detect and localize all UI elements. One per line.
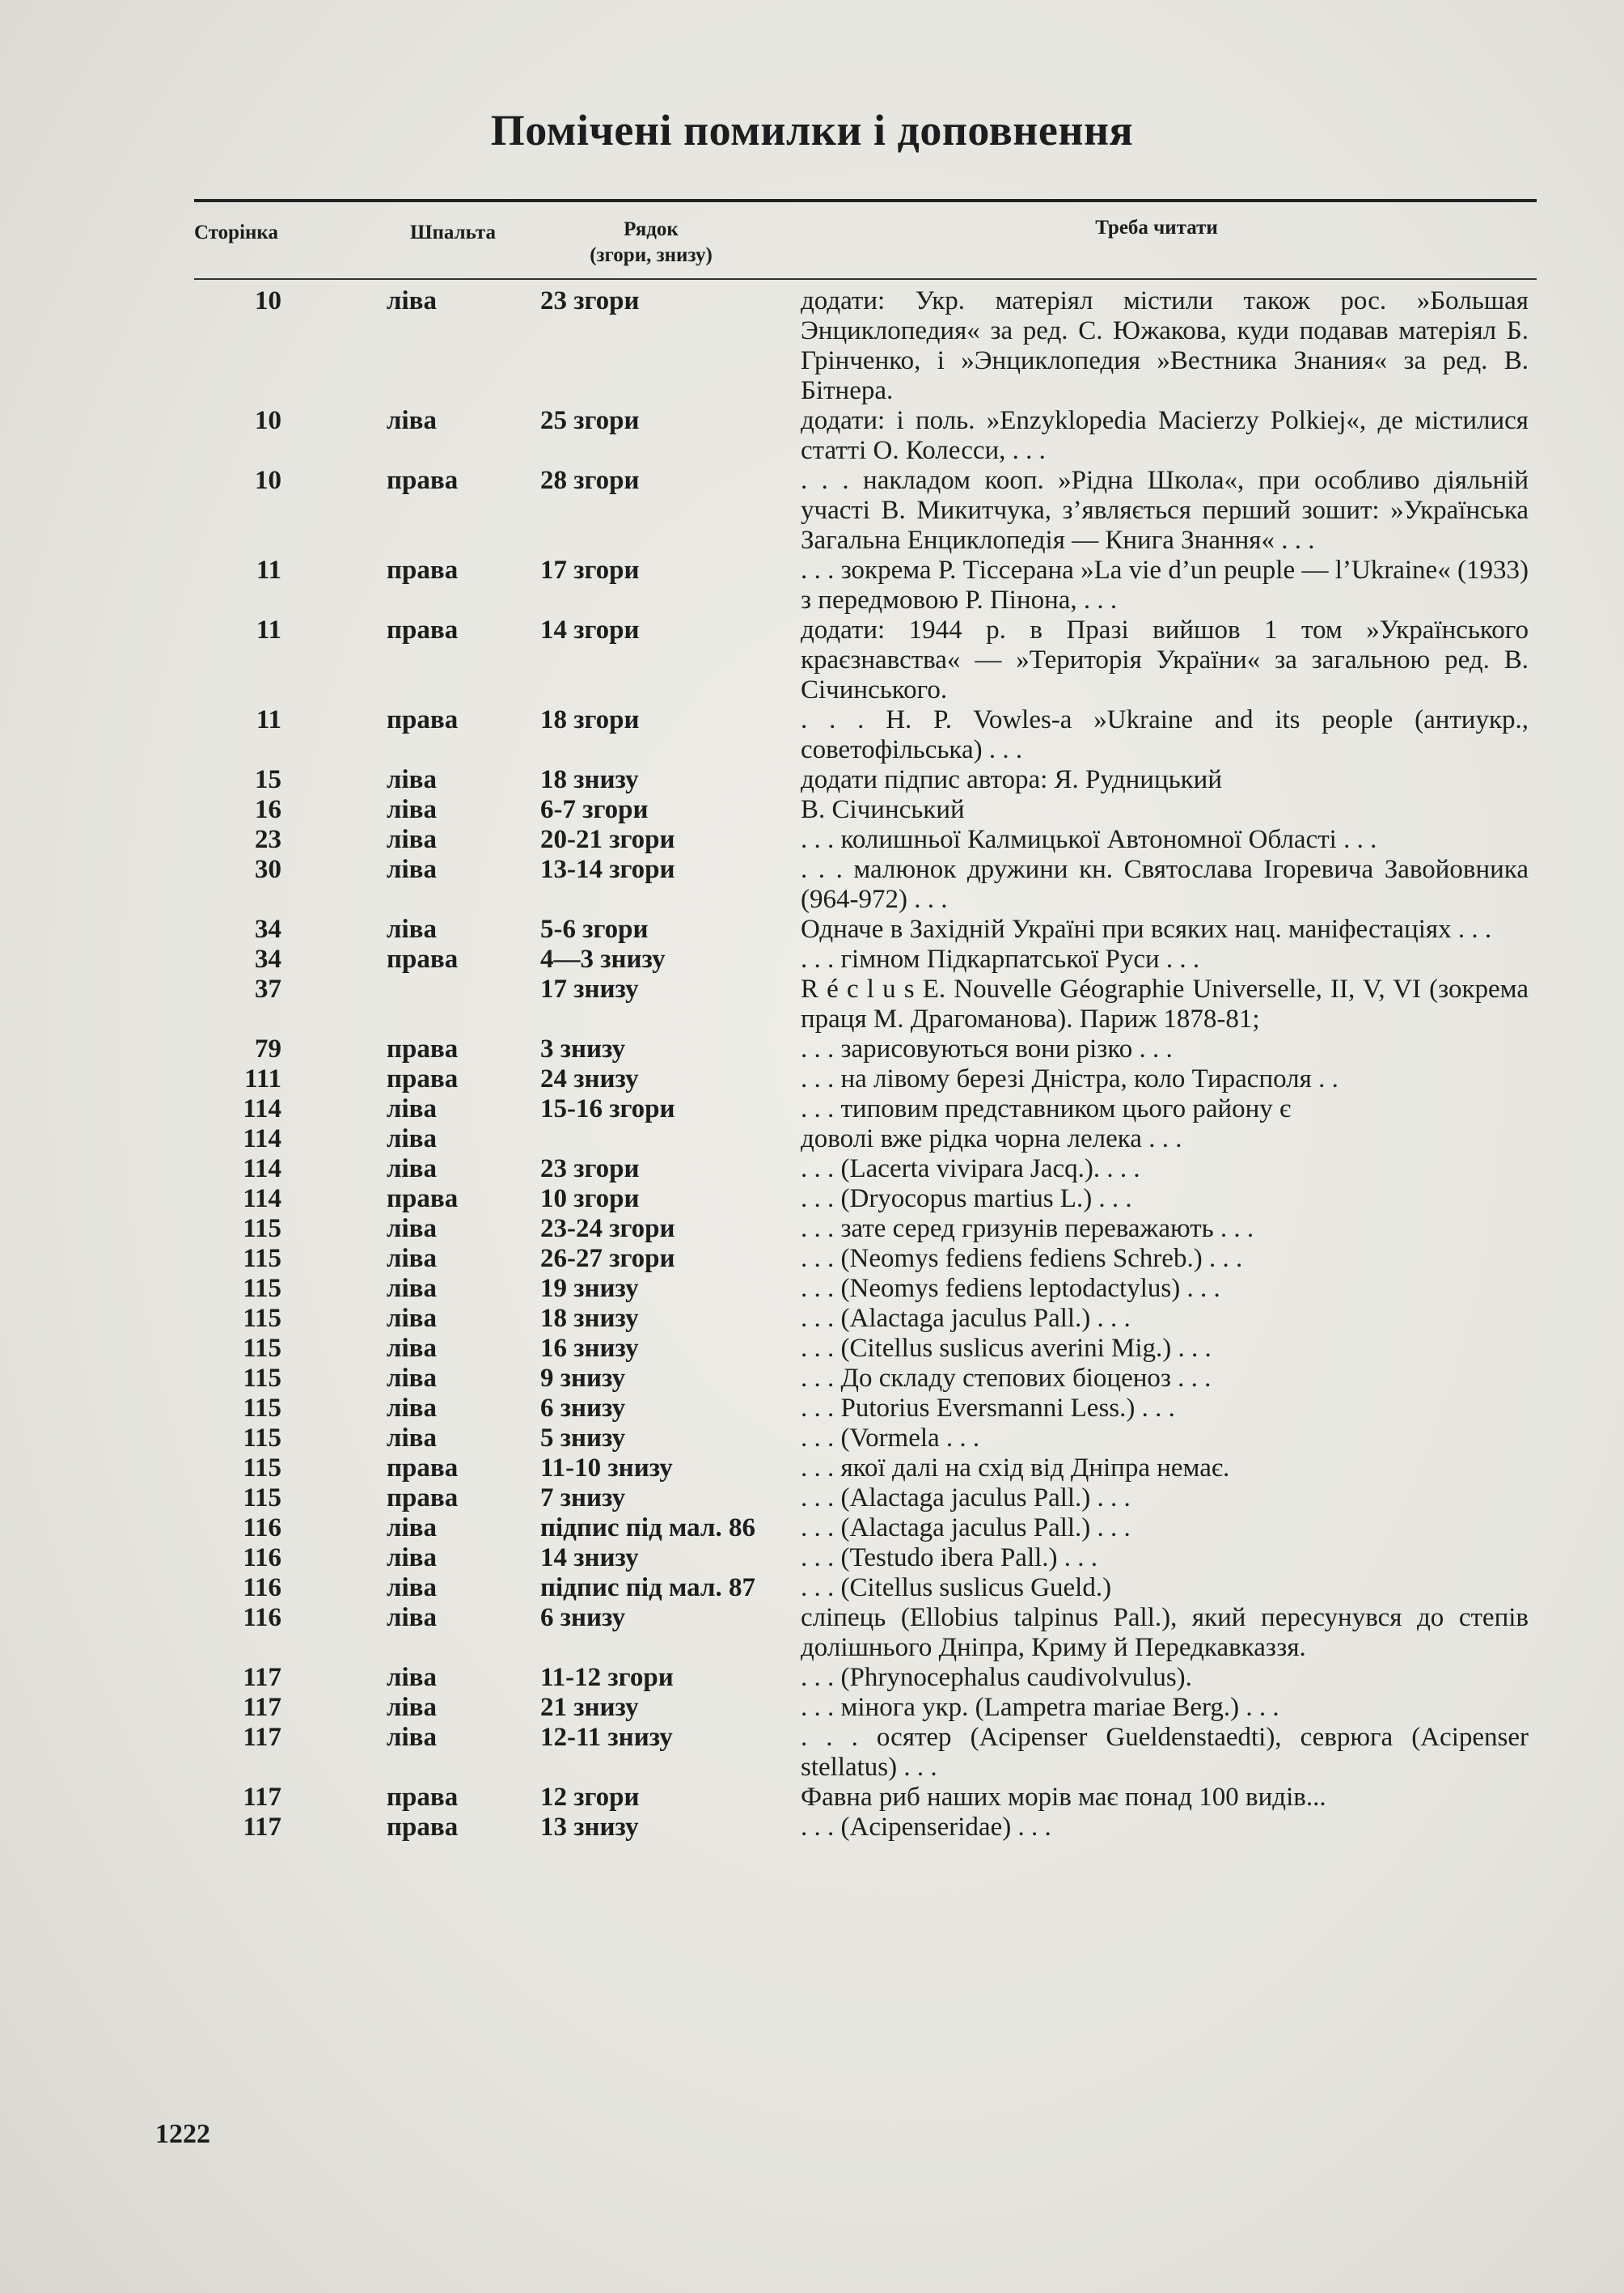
table-row xyxy=(0,915,1624,945)
row-page: 114 xyxy=(243,1124,281,1153)
row-line: 12 згори xyxy=(540,1783,640,1812)
row-text: . . . (Testudo ibera Pall.) . . . xyxy=(801,1543,1098,1572)
row-line: 23 згори xyxy=(540,1154,640,1183)
table-row xyxy=(0,825,1624,855)
row-page: 117 xyxy=(243,1813,281,1842)
row-page: 16 xyxy=(255,795,281,824)
row-page: 10 xyxy=(255,406,281,435)
row-text: додати: 1944 р. в Празі вийшов 1 том »Українського краєзнавства« — »Територія України« за загальною ред. В. Січинського. xyxy=(801,616,1529,704)
row-page: 116 xyxy=(243,1513,281,1542)
row-text: Одначе в Західній Україні при всяких нац. маніфестаціях . . . xyxy=(801,915,1492,944)
row-text: . . . (Vormela . . . xyxy=(801,1424,980,1453)
row-line: 17 знизу xyxy=(540,975,639,1004)
row-text: . . . гімном Підкарпатської Руси . . . xyxy=(801,945,1200,974)
table-row xyxy=(0,1573,1624,1603)
row-page: 34 xyxy=(255,945,281,974)
row-text: додати: Укр. матеріял містили також рос. »Большая Энциклопедия« за ред. С. Южакова, куди подавав матеріял Б. Грінченко, і »Энциклопедия »Вестника Знания« за ред. В. Бітнера. xyxy=(801,286,1529,405)
table-row xyxy=(0,1124,1624,1154)
row-column: ліва xyxy=(387,1274,438,1303)
table-row xyxy=(0,1453,1624,1483)
row-page: 115 xyxy=(243,1483,281,1512)
table-row xyxy=(0,1064,1624,1094)
header-column: Шпальта xyxy=(410,222,496,243)
table-row xyxy=(0,1334,1624,1364)
table-row xyxy=(0,286,1624,406)
row-line: 13-14 згори xyxy=(540,855,675,884)
row-column: ліва xyxy=(387,855,438,884)
row-line: 16 знизу xyxy=(540,1334,639,1363)
table-row xyxy=(0,1693,1624,1723)
row-text: В. Січинський xyxy=(801,795,965,824)
row-line: 23 згори xyxy=(540,286,640,315)
row-line: 6-7 згори xyxy=(540,795,649,824)
row-column: ліва xyxy=(387,1424,438,1453)
row-text: . . . на лівому березі Дністра, коло Тирасполя . . xyxy=(801,1064,1339,1094)
row-page: 10 xyxy=(255,466,281,495)
row-text: . . . малюнок дружини кн. Святослава Ігоревича Завойовника (964-972) . . . xyxy=(801,855,1529,914)
table-row xyxy=(0,1184,1624,1214)
row-text: . . . (Dryocopus martius L.) . . . xyxy=(801,1184,1132,1213)
row-text: . . . (Lacerta vivipara Jacq.). . . . xyxy=(801,1154,1140,1183)
table-row xyxy=(0,945,1624,975)
row-text: . . . накладом кооп. »Рідна Школа«, при особливо діяльній участі В. Микитчука, з’являється перший зошит: »Українська Загальна Енциклопедія — Книга Знання« . . . xyxy=(801,466,1529,555)
row-line: 21 знизу xyxy=(540,1693,639,1722)
table-row xyxy=(0,1154,1624,1184)
row-line: 9 знизу xyxy=(540,1364,626,1393)
row-column: ліва xyxy=(387,915,438,944)
row-page: 115 xyxy=(243,1214,281,1243)
row-page: 116 xyxy=(243,1543,281,1572)
row-page: 117 xyxy=(243,1663,281,1692)
row-page: 115 xyxy=(243,1244,281,1273)
row-text: . . . (Phrynocephalus caudivolvulus). xyxy=(801,1663,1192,1692)
page-number: 1222 xyxy=(155,2119,210,2149)
row-line: 3 знизу xyxy=(540,1034,626,1064)
row-page: 115 xyxy=(243,1364,281,1393)
row-line: 28 згори xyxy=(540,466,640,495)
row-text: . . . (Citellus suslicus Gueld.) xyxy=(801,1573,1112,1602)
row-line: 25 згори xyxy=(540,406,640,435)
row-page: 117 xyxy=(243,1723,281,1752)
row-page: 116 xyxy=(243,1573,281,1602)
row-page: 117 xyxy=(243,1693,281,1722)
row-text: . . . колишньої Калмицької Автономної Області . . . xyxy=(801,825,1377,854)
row-line: 26-27 згори xyxy=(540,1244,675,1273)
row-column: ліва xyxy=(387,795,438,824)
row-column: ліва xyxy=(387,1513,438,1542)
row-line: 20-21 згори xyxy=(540,825,675,854)
row-page: 115 xyxy=(243,1394,281,1423)
row-line: 11-10 знизу xyxy=(540,1453,673,1483)
row-column: права xyxy=(387,1813,459,1842)
header-line xyxy=(542,217,760,269)
row-column: ліва xyxy=(387,825,438,854)
row-text: . . . зарисовуються вони різко . . . xyxy=(801,1034,1173,1064)
row-text: додати: і поль. »Enzyklopedia Macierzy Polkiej«, де містилися статті О. Колесси, . . . xyxy=(801,406,1529,465)
table-row xyxy=(0,1274,1624,1304)
row-page: 114 xyxy=(243,1094,281,1123)
row-text: . . . зате серед гризунів переважають . . . xyxy=(801,1214,1254,1243)
row-column: ліва xyxy=(387,1304,438,1333)
row-page: 115 xyxy=(243,1424,281,1453)
row-text: Фавна риб наших морів має понад 100 видів... xyxy=(801,1783,1326,1812)
row-text: . . . якої далі на схід від Дніпра немає. xyxy=(801,1453,1230,1483)
header-line-sub: (згори, знизу) xyxy=(590,244,713,266)
table-row xyxy=(0,705,1624,765)
row-line: 14 згори xyxy=(540,616,640,645)
row-page: 114 xyxy=(243,1184,281,1213)
row-line: 5 знизу xyxy=(540,1424,626,1453)
row-line: підпис під мал. 87 xyxy=(540,1573,755,1602)
row-line: 18 знизу xyxy=(540,765,639,794)
row-page: 10 xyxy=(255,286,281,315)
row-page: 37 xyxy=(255,975,281,1004)
row-line: 13 знизу xyxy=(540,1813,639,1842)
row-column: права xyxy=(387,705,459,734)
row-line: 4—3 знизу xyxy=(540,945,666,974)
row-column: ліва xyxy=(387,1693,438,1722)
table-row xyxy=(0,556,1624,616)
row-page: 34 xyxy=(255,915,281,944)
row-line: 11-12 згори xyxy=(540,1663,674,1692)
row-text: . . . (Neomys fediens fediens Schreb.) . . . xyxy=(801,1244,1243,1273)
table-row xyxy=(0,1394,1624,1424)
row-column: ліва xyxy=(387,1364,438,1393)
row-line: 6 знизу xyxy=(540,1603,626,1632)
table-row xyxy=(0,1364,1624,1394)
table-row xyxy=(0,1094,1624,1124)
row-column: ліва xyxy=(387,1244,438,1273)
row-column: ліва xyxy=(387,1124,438,1153)
row-page: 115 xyxy=(243,1453,281,1483)
table-row xyxy=(0,855,1624,915)
table-row xyxy=(0,975,1624,1034)
row-text: . . . (Neomys fediens leptodactylus) . . . xyxy=(801,1274,1220,1303)
row-text: додати підпис автора: Я. Рудницький xyxy=(801,765,1223,794)
row-column: права xyxy=(387,945,459,974)
row-text: сліпець (Ellobius talpinus Pall.), який пересунувся до степів долішнього Дніпра, Криму й Передкавказзя. xyxy=(801,1603,1529,1662)
table-row xyxy=(0,616,1624,705)
row-column: ліва xyxy=(387,1334,438,1363)
row-page: 117 xyxy=(243,1783,281,1812)
row-line: 18 згори xyxy=(540,705,640,734)
row-line: 19 знизу xyxy=(540,1274,639,1303)
row-line: 14 знизу xyxy=(540,1543,639,1572)
page-title: Помічені помилки і доповнення xyxy=(490,106,1134,154)
row-text: . . . типовим представником цього району є xyxy=(801,1094,1292,1123)
table-row xyxy=(0,406,1624,466)
row-column: права xyxy=(387,1184,459,1213)
table-row xyxy=(0,1783,1624,1813)
row-page: 111 xyxy=(244,1064,281,1094)
row-column: ліва xyxy=(387,1543,438,1572)
row-page: 11 xyxy=(256,556,281,585)
row-text: . . . (Alactaga jaculus Pall.) . . . xyxy=(801,1513,1131,1542)
table-row xyxy=(0,466,1624,556)
row-line: 12-11 знизу xyxy=(540,1723,673,1752)
row-page: 11 xyxy=(256,705,281,734)
row-column: ліва xyxy=(387,286,438,315)
row-line: 18 знизу xyxy=(540,1304,639,1333)
row-text: . . . (Alactaga jaculus Pall.) . . . xyxy=(801,1304,1131,1333)
row-page: 30 xyxy=(255,855,281,884)
row-page: 114 xyxy=(243,1154,281,1183)
row-column: права xyxy=(387,1034,459,1064)
row-page: 115 xyxy=(243,1304,281,1333)
row-line: 5-6 згори xyxy=(540,915,649,944)
table-row xyxy=(0,1663,1624,1693)
table-row xyxy=(0,1483,1624,1513)
table-row xyxy=(0,1244,1624,1274)
row-line: 15-16 згори xyxy=(540,1094,675,1123)
row-page: 115 xyxy=(243,1334,281,1363)
row-column: права xyxy=(387,1483,459,1512)
row-text: . . . осятер (Acipenser Gueldenstaedti), севрюга (Acipenser stellatus) . . . xyxy=(801,1723,1529,1782)
row-text: . . . зокрема Р. Тіссерана »La vie d’un peuple — l’Ukraine« (1933) з передмовою Р. Пінона, . . . xyxy=(801,556,1529,615)
row-line: 23-24 згори xyxy=(540,1214,675,1243)
row-line: 10 згори xyxy=(540,1184,640,1213)
header-rule xyxy=(194,278,1537,280)
row-page: 23 xyxy=(255,825,281,854)
row-text: . . . (Acipenseridae) . . . xyxy=(801,1813,1051,1842)
table-row xyxy=(0,795,1624,825)
row-column: ліва xyxy=(387,1603,438,1632)
table-row xyxy=(0,1813,1624,1842)
table-row xyxy=(0,1424,1624,1453)
row-column: права xyxy=(387,1453,459,1483)
row-line: підпис під мал. 86 xyxy=(540,1513,755,1542)
row-column: ліва xyxy=(387,1723,438,1752)
row-text: R é c l u s E. Nouvelle Géographie Universelle, II, V, VI (зокрема праця М. Драгоманова). Париж 1878-81; xyxy=(801,975,1529,1034)
row-page: 15 xyxy=(255,765,281,794)
table-row xyxy=(0,1513,1624,1543)
row-column: ліва xyxy=(387,1573,438,1602)
row-page: 79 xyxy=(255,1034,281,1064)
row-column: ліва xyxy=(387,1394,438,1423)
row-text: . . . H. P. Vowles-a »Ukraine and its people (антиукр., советофільська) . . . xyxy=(801,705,1529,764)
row-column: права xyxy=(387,466,459,495)
row-column: ліва xyxy=(387,765,438,794)
row-column: права xyxy=(387,556,459,585)
row-text: . . . До складу степових біоценоз . . . xyxy=(801,1364,1212,1393)
row-column: права xyxy=(387,616,459,645)
table-row xyxy=(0,1214,1624,1244)
row-line: 24 знизу xyxy=(540,1064,639,1094)
header-line-label: Рядок xyxy=(624,218,679,240)
header-read: Треба читати xyxy=(1095,217,1218,239)
header-page: Сторінка xyxy=(194,222,278,243)
table-row xyxy=(0,1603,1624,1663)
row-page: 115 xyxy=(243,1274,281,1303)
row-text: . . . мінога укр. (Lampetra mariae Berg.) . . . xyxy=(801,1693,1279,1722)
errata-table xyxy=(0,286,1624,1842)
table-row xyxy=(0,1304,1624,1334)
row-column: ліва xyxy=(387,1094,438,1123)
row-text: . . . (Alactaga jaculus Pall.) . . . xyxy=(801,1483,1131,1512)
table-row xyxy=(0,1543,1624,1573)
row-line: 7 знизу xyxy=(540,1483,626,1512)
row-page: 116 xyxy=(243,1603,281,1632)
row-column: ліва xyxy=(387,1663,438,1692)
row-line: 6 знизу xyxy=(540,1394,626,1423)
row-text: . . . (Citellus suslicus averini Mig.) . . . xyxy=(801,1334,1212,1363)
top-rule xyxy=(194,199,1537,202)
row-text: . . . Putorius Eversmanni Less.) . . . xyxy=(801,1394,1175,1423)
row-column: ліва xyxy=(387,1214,438,1243)
table-row xyxy=(0,1723,1624,1783)
row-page: 11 xyxy=(256,616,281,645)
row-column: права xyxy=(387,1783,459,1812)
row-column: ліва xyxy=(387,1154,438,1183)
table-row xyxy=(0,765,1624,795)
row-line: 17 згори xyxy=(540,556,640,585)
table-row xyxy=(0,1034,1624,1064)
row-column: права xyxy=(387,1064,459,1094)
row-text: доволі вже рідка чорна лелека . . . xyxy=(801,1124,1182,1153)
row-column: ліва xyxy=(387,406,438,435)
